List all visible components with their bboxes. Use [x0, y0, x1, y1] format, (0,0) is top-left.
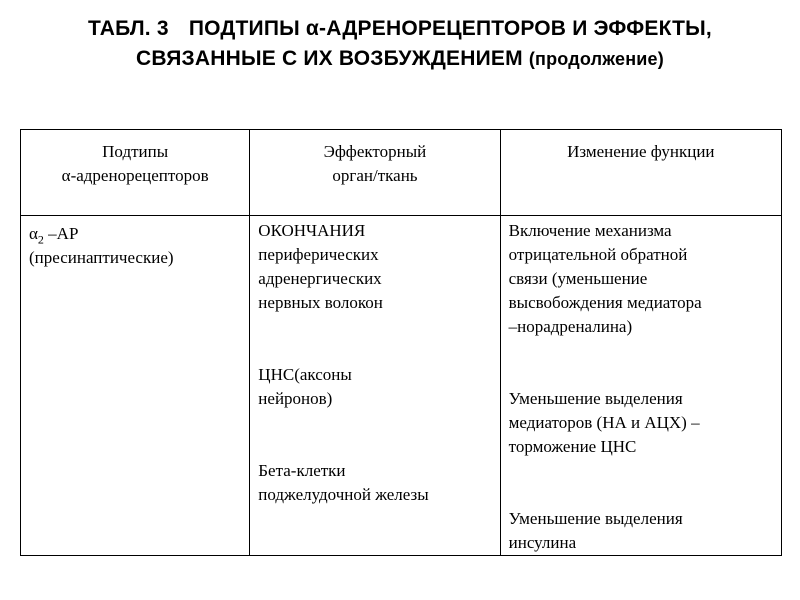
- effect-1-line-4: высвобождения медиатора: [508, 293, 702, 312]
- effect-3-line-2: инсулина: [508, 533, 577, 552]
- receptor-symbol: α: [29, 224, 38, 243]
- effect-1-line-5: –норадреналина): [508, 317, 633, 336]
- header-function-line-1: Изменение функции: [567, 142, 715, 161]
- organ-2-line-2: нейронов): [258, 389, 333, 408]
- header-organ: [250, 130, 500, 216]
- effect-item: [509, 387, 781, 459]
- effect-1-line-3: связи (уменьшение: [508, 269, 648, 288]
- title-line-2: [0, 44, 800, 74]
- header-organ-line-2: орган/ткань: [332, 166, 418, 185]
- effect-1-line-1: Включение механизма: [508, 221, 672, 240]
- effect-3-line-1: Уменьшение выделения: [508, 509, 683, 528]
- effect-2-line-2: медиаторов (НА и АЦХ) –: [508, 413, 700, 432]
- receptor-effects-table: [20, 129, 782, 556]
- organ-1-line-1: ОКОНЧАНИЯ: [258, 221, 366, 240]
- receptor-suffix: –АР: [43, 224, 79, 243]
- organ-cell: [250, 216, 500, 556]
- receptor-note: (пресинаптические): [29, 248, 174, 267]
- receptor-subscript: 2: [37, 232, 44, 247]
- effect-item: [509, 219, 781, 339]
- title-continuation: (продолжение): [528, 49, 664, 69]
- header-subtypes-line-2: α-адренорецепторов: [61, 166, 209, 185]
- organ-item: [258, 219, 499, 315]
- header-row: [21, 130, 782, 216]
- organ-1-line-3: адренергических: [258, 269, 382, 288]
- header-organ-line-1: Эффекторный: [323, 142, 427, 161]
- organ-1-line-4: нервных волокон: [258, 293, 383, 312]
- table-number: ТАБЛ. 3: [88, 17, 169, 40]
- receptor-name: [29, 222, 249, 246]
- receptor-cell: [21, 216, 250, 556]
- organ-3-line-2: поджелудочной железы: [258, 485, 429, 504]
- title-text-1: ПОДТИПЫ α-АДРЕНОРЕЦЕПТОРОВ И ЭФФЕКТЫ,: [188, 17, 712, 40]
- organ-item: [258, 459, 499, 507]
- effect-1-line-2: отрицательной обратной: [508, 245, 688, 264]
- effect-item: [509, 507, 781, 555]
- organ-1-line-2: периферических: [258, 245, 379, 264]
- organ-2-line-1: ЦНС(аксоны: [258, 365, 352, 384]
- effect-cell: [500, 216, 781, 556]
- effect-2-line-3: торможение ЦНС: [508, 437, 637, 456]
- header-subtypes: [21, 130, 250, 216]
- effect-2-line-1: Уменьшение выделения: [508, 389, 683, 408]
- table-row: [21, 216, 782, 556]
- organ-3-line-1: Бета-клетки: [258, 461, 346, 480]
- title-line-1: [0, 14, 800, 44]
- header-function-change: [500, 130, 781, 216]
- title-text-2: СВЯЗАННЫЕ С ИХ ВОЗБУЖДЕНИЕМ: [136, 47, 523, 70]
- header-subtypes-line-1: Подтипы: [102, 142, 169, 161]
- organ-item: [258, 363, 499, 411]
- slide-title: [0, 14, 800, 74]
